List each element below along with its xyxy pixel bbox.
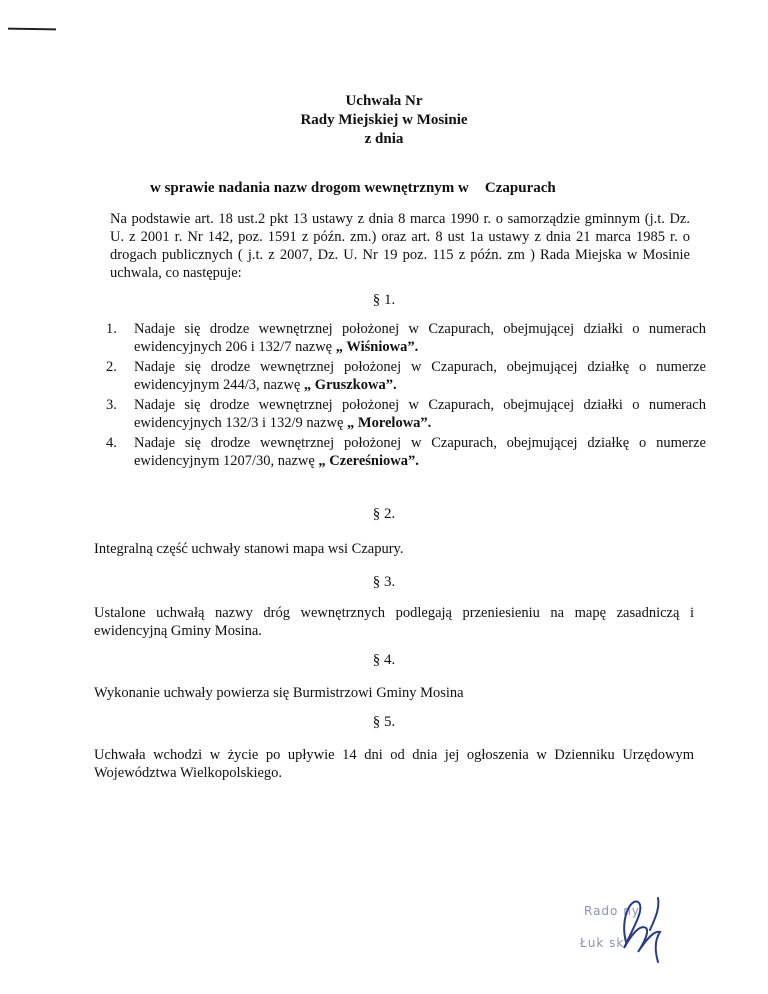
item-number: 3. (106, 397, 117, 413)
resolution-subject (150, 180, 650, 197)
resolution-number: Uchwała Nr (345, 93, 423, 109)
list-item (106, 320, 706, 356)
list-item (106, 434, 706, 470)
section-3-text: Ustalone uchwałą nazwy dróg wewnętrznych podlegają przeniesieniu na mapę zasadniczą i ewidencyjną Gminy Mosina. (94, 605, 694, 639)
street-name: „ Morelowa”. (347, 415, 432, 431)
item-number: 1. (106, 321, 117, 337)
section-5-heading: § 5. (372, 714, 396, 730)
stamp-line-2: Łuk ski (580, 936, 629, 950)
section-1-heading: § 1. (372, 292, 396, 308)
item-number: 2. (106, 359, 117, 375)
section-2-heading: § 2. (372, 506, 396, 522)
item-text: Nadaje się drodze wewnętrznej położonej w Czapurach, obejmującej działkę o numerze ewidencyjnym 244/3, nazwę (134, 359, 706, 393)
item-text: Nadaje się drodze wewnętrznej położonej w Czapurach, obejmującej działkę o numerze ewidencyjnym 1207/30, nazwę (134, 435, 706, 469)
naming-list (106, 320, 706, 472)
street-name: „ Wiśniowa”. (335, 339, 419, 355)
section-5-text: Uchwała wchodzi w życie po upływie 14 dni od dnia jej ogłoszenia w Dzienniku Urzędowym Województwa Wielkopolskiego. (94, 747, 694, 781)
subject-text: w sprawie nadania nazw drogom wewnętrznym w (150, 180, 469, 196)
section-3-heading: § 3. (372, 574, 396, 590)
section-2-text: Integralną część uchwały stanowi mapa wsi Czapury. (94, 541, 404, 557)
stamp-line-1: Rado ny (584, 904, 640, 918)
list-item (106, 396, 706, 432)
preamble: Na podstawie art. 18 ust.2 pkt 13 ustawy z dnia 8 marca 1990 r. o samorządzie gminnym (j.t. Dz. U. z 2001 r. Nr 142, poz. 1591 z późn. zm.) oraz art. 8 ust 1a ustawy z dnia 21 marca 1985 r. o drogach publicznych ( j.t. z 2007, Dz. U. Nr 19 poz. 115 z późn. zm ) Rada Miejska w Mosinie uchwala, co następuje: (110, 211, 690, 281)
item-text: Nadaje się drodze wewnętrznej położonej w Czapurach, obejmującej działki o numerach ewidencyjnych 132/3 i 132/9 nazwę (134, 397, 706, 431)
corner-mark (8, 28, 56, 31)
street-name: „ Gruszkowa”. (303, 377, 397, 393)
signature-stamp (580, 890, 700, 970)
item-number: 4. (106, 435, 117, 451)
section-4-text: Wykonanie uchwały powierza się Burmistrzowi Gminy Mosina (94, 685, 464, 701)
council-name: Rady Miejskiej w Mosinie (300, 112, 468, 128)
resolution-header (0, 92, 768, 149)
handwritten-signature-icon (580, 890, 700, 970)
list-item (106, 358, 706, 394)
street-name: „ Czereśniowa”. (318, 453, 419, 469)
item-text: Nadaje się drodze wewnętrznej położonej w Czapurach, obejmującej działki o numerach ewidencyjnych 206 i 132/7 nazwę (134, 321, 706, 355)
section-4-heading: § 4. (372, 652, 396, 668)
resolution-date: z dnia (364, 131, 404, 147)
subject-place: Czapurach (484, 180, 556, 196)
